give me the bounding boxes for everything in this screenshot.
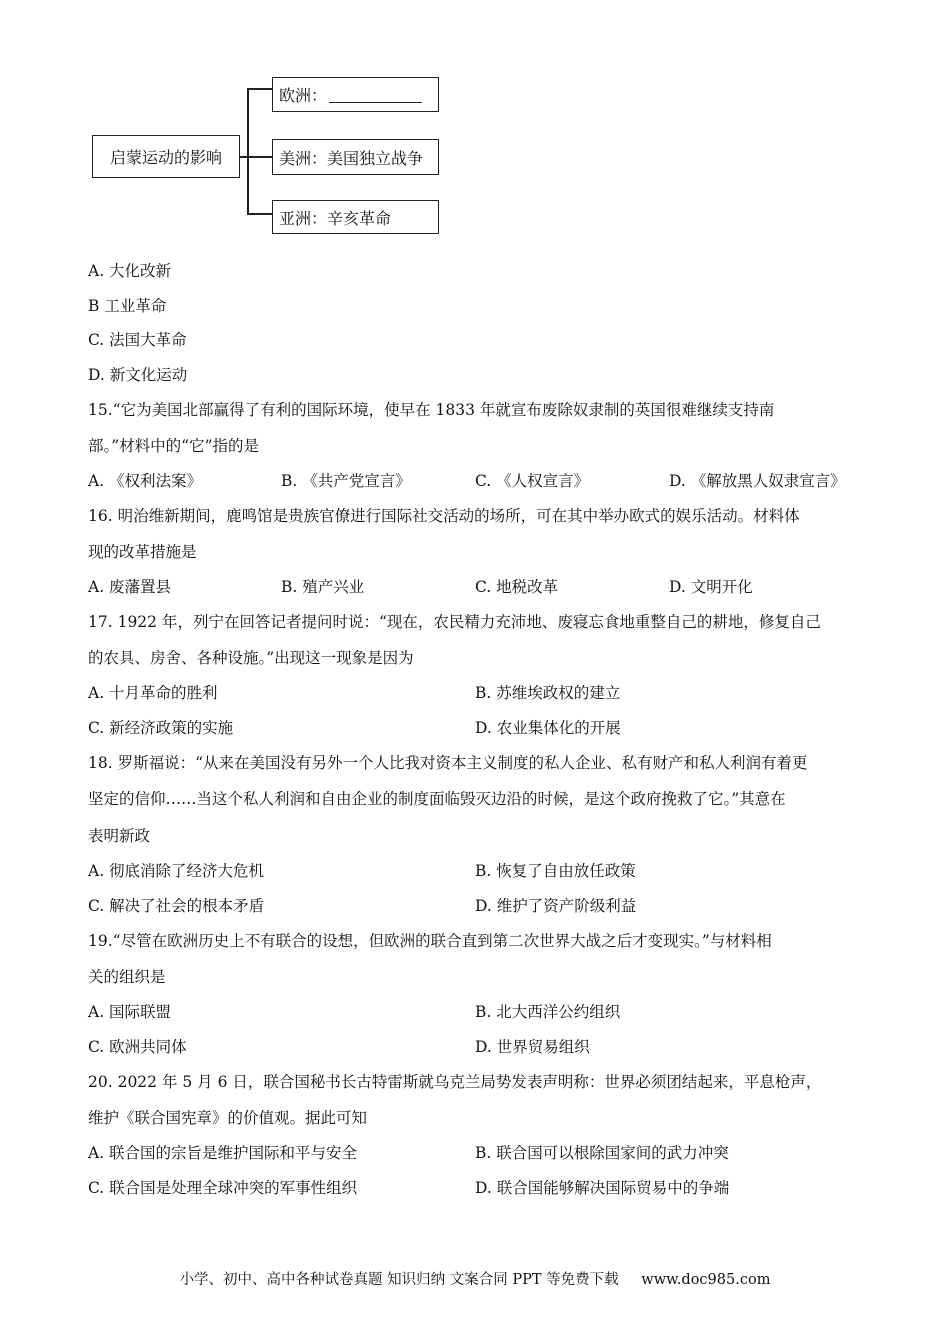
diagram-branch-europe: [272, 77, 439, 112]
q20-option-b: B. 联合国可以根除国家间的武力冲突: [475, 1144, 729, 1162]
q18-stem-line3: 表明新政: [88, 827, 151, 845]
diagram-branch-asia: [272, 200, 439, 234]
q19-stem-line2: 关的组织是: [88, 968, 166, 986]
page-footer: [0, 1268, 950, 1289]
q18-stem-line2: 坚定的信仰……当这个私人利润和自由企业的制度面临毁灭边沿的时候，是这个政府挽救了它。”其意在: [88, 790, 786, 808]
q14-option-c: C. 法国大革命: [88, 331, 187, 349]
q18-option-d: D. 维护了资产阶级利益: [475, 897, 637, 915]
q19-option-a: A. 国际联盟: [88, 1003, 172, 1021]
q18-option-c: C. 解决了社会的根本矛盾: [88, 897, 265, 915]
q16-option-b: B. 殖产兴业: [281, 578, 365, 596]
q16-option-c: C. 地税改革: [475, 578, 559, 596]
q18-option-b: B. 恢复了自由放任政策: [475, 862, 636, 880]
enlightenment-diagram: [92, 75, 452, 235]
q18-option-a: A. 彻底消除了经济大危机: [88, 862, 265, 880]
q14-option-a: A. 大化改新: [88, 262, 172, 280]
diagram-branch-america: [272, 139, 439, 175]
q20-option-c: C. 联合国是处理全球冲突的军事性组织: [88, 1179, 358, 1197]
q20-stem-line1: 20. 2022 年 5 月 6 日，联合国秘书长古特雷斯就乌克兰局势发表声明称：世界必须团结起来，平息枪声，: [88, 1073, 822, 1091]
answer-blank: [329, 86, 422, 103]
q19-option-b: B. 北大西洋公约组织: [475, 1003, 621, 1021]
q20-option-a: A. 联合国的宗旨是维护国际和平与安全: [88, 1144, 358, 1162]
q16-option-a: A. 废藩置县: [88, 578, 172, 596]
connector-branch-1: [247, 88, 272, 90]
q15-stem-line1: 15.“它为美国北部赢得了有利的国际环境，使早在 1833 年就宣布废除奴隶制的英国很难继续支持南: [88, 401, 775, 419]
q18-stem-line1: 18. 罗斯福说：“从来在美国没有另外一个人比我对资本主义制度的私人企业、私有财产和私人利润有着更: [88, 754, 808, 772]
diagram-main-label: 启蒙运动的影响: [109, 148, 222, 167]
q17-option-c: C. 新经济政策的实施: [88, 719, 234, 737]
q16-stem-line1: 16. 明治维新期间，鹿鸣馆是贵族官僚进行国际社交活动的场所，可在其中举办欧式的娱乐活动。材料体: [88, 507, 800, 525]
q15-option-d: D. 《解放黑人奴隶宣言》: [669, 472, 846, 490]
q16-stem-line2: 现的改革措施是: [88, 543, 197, 561]
branch-america-label: 美洲：美国独立战争: [279, 148, 424, 168]
connector-branch-3: [247, 213, 272, 215]
q19-option-c: C. 欧洲共同体: [88, 1038, 187, 1056]
diagram-main-box: [92, 135, 240, 178]
connector-branch-2: [247, 156, 272, 158]
q14-option-b: B 工业革命: [88, 297, 167, 315]
q19-stem-line1: 19.“尽管在欧洲历史上不有联合的设想，但欧洲的联合直到第二次世界大战之后才变现实。”与材料相: [88, 932, 772, 950]
branch-asia-label: 亚洲：辛亥革命: [279, 208, 392, 228]
connector-vertical: [247, 88, 249, 214]
q20-option-d: D. 联合国能够解决国际贸易中的争端: [475, 1179, 730, 1197]
footer-link[interactable]: www.doc985.com: [641, 1272, 771, 1288]
q15-option-b: B. 《共产党宣言》: [281, 472, 411, 490]
q15-stem-line2: 部。”材料中的“它”指的是: [88, 437, 260, 455]
q15-option-c: C. 《人权宣言》: [475, 472, 590, 490]
q20-stem-line2: 维护《联合国宪章》的价值观。据此可知: [88, 1109, 368, 1127]
branch-europe-label: 欧洲：: [279, 86, 328, 105]
q17-option-b: B. 苏维埃政权的建立: [475, 684, 621, 702]
q17-stem-line2: 的农具、房舍、各种设施。”出现这一现象是因为: [88, 649, 414, 667]
q19-option-d: D. 世界贸易组织: [475, 1038, 590, 1056]
q17-option-a: A. 十月革命的胜利: [88, 684, 218, 702]
q17-stem-line1: 17. 1922 年，列宁在回答记者提问时说：“现在，农民精力充沛地、废寝忘食地重整自己的耕地，修复自己: [88, 613, 821, 631]
q16-option-d: D. 文明开化: [669, 578, 753, 596]
q15-option-a: A. 《权利法案》: [88, 472, 203, 490]
q17-option-d: D. 农业集体化的开展: [475, 719, 621, 737]
footer-text: 小学、初中、高中各种试卷真题 知识归纳 文案合同 PPT 等免费下载: [179, 1272, 619, 1288]
q14-option-d: D. 新文化运动: [88, 366, 188, 384]
